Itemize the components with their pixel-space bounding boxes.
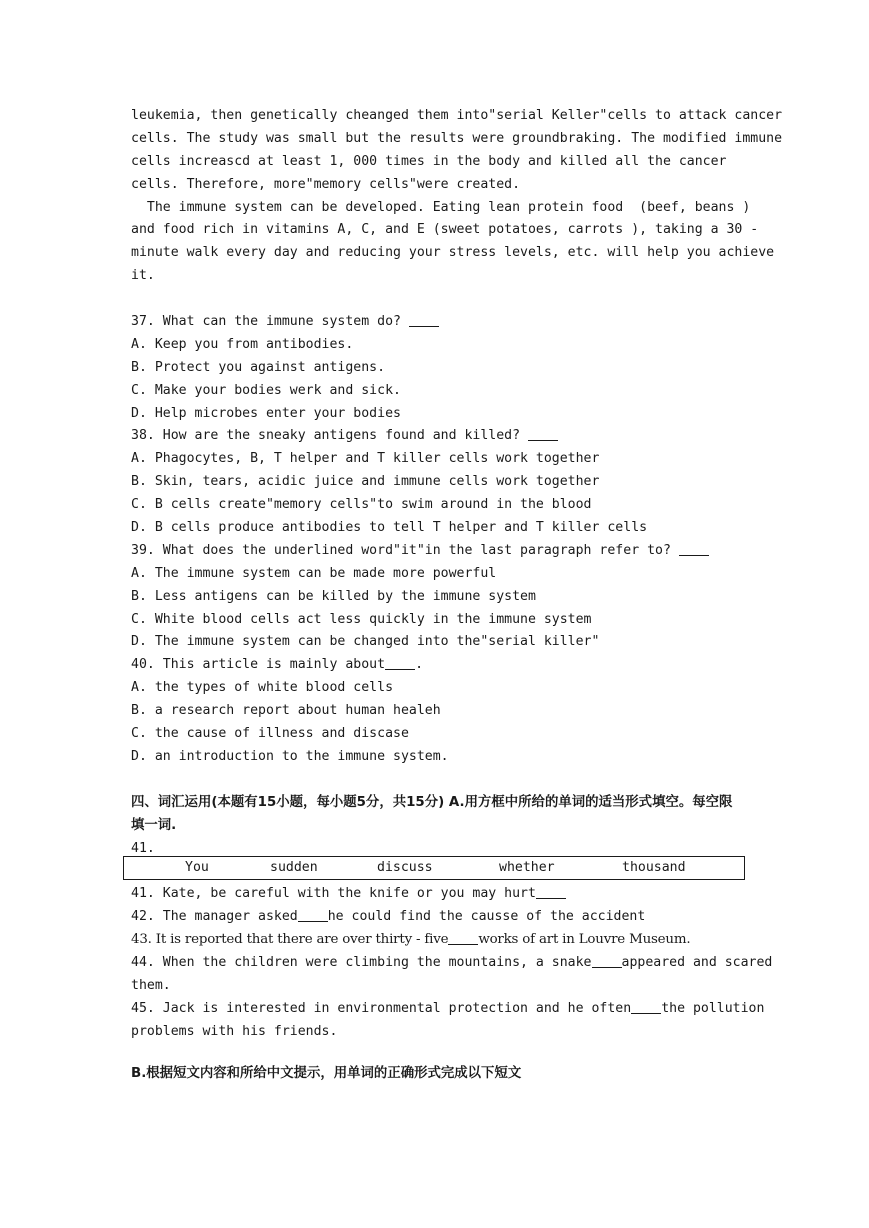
spacer — [131, 288, 737, 311]
answer-blank[interactable] — [679, 541, 709, 556]
item-text-end: the pollution — [661, 1000, 765, 1016]
option-a: A. Phagocytes, B, T helper and T killer cells work together — [131, 451, 600, 467]
option-a: A. Keep you from antibodies. — [131, 336, 354, 352]
word-box — [123, 856, 745, 880]
option-b: B. Protect you against antigens. — [131, 359, 386, 375]
question-stem — [131, 311, 737, 334]
item-text-end: works of art in Louvre Museum. — [478, 932, 691, 948]
passage-line: The immune system can be developed. Eating lean protein food (beef, beans ) — [131, 199, 751, 215]
question-stem — [131, 654, 737, 677]
passage-line: it. — [131, 268, 155, 284]
item-text: 45. Jack is interested in environmental protection and he often — [131, 1000, 632, 1016]
section-4-heading: 四、词汇运用(本题有15小题，每小题5分，共15分) A.用方框中所给的单词的适当形式填空。每空限填一词. — [131, 794, 733, 833]
option-b: B. Skin, tears, acidic juice and immune cells work together — [131, 474, 600, 490]
option-c: C. Make your bodies werk and sick. — [131, 382, 401, 398]
item-text: 42. The manager asked — [131, 909, 298, 925]
question-40 — [131, 654, 737, 768]
vocab-item-41 — [131, 883, 737, 906]
question-text: 37. What can the immune system do? — [131, 314, 409, 330]
word-box-word: whether — [499, 860, 555, 875]
answer-blank[interactable] — [631, 999, 661, 1014]
answer-blank[interactable] — [528, 426, 558, 441]
passage-line: cells. Therefore, more"memory cells"were created. — [131, 176, 521, 192]
section-b-heading: B.根据短文内容和所给中文提示，用单词的正确形式完成以下短文 — [131, 1066, 522, 1081]
passage-line: cells increascd at least 1, 000 times in the body and killed all the cancer — [131, 153, 727, 169]
vocab-item-45-cont: problems with his friends. — [131, 1023, 338, 1039]
item-text: 41. Kate, be careful with the knife or you may hurt — [131, 886, 536, 902]
spacer — [131, 769, 737, 792]
vocab-item-42 — [131, 906, 737, 929]
question-text-end: . — [415, 657, 424, 673]
option-d: D. an introduction to the immune system. — [131, 748, 449, 764]
question-stem — [131, 540, 737, 563]
answer-blank[interactable] — [448, 930, 478, 945]
question-37 — [131, 311, 737, 425]
vocab-item-44 — [131, 952, 773, 975]
question-text: 39. What does the underlined word"it"in the last paragraph refer to? — [131, 542, 679, 558]
passage-line: leukemia, then genetically cheanged them into"serial Keller"cells to attack cancer — [131, 108, 783, 123]
option-b: B. a research report about human healeh — [131, 703, 441, 719]
question-39 — [131, 540, 737, 654]
passage-line: and food rich in vitamins A, C, and E (sweet potatoes, carrots ), taking a 30 - — [131, 222, 759, 238]
word-box-word: discuss — [377, 860, 433, 875]
question-text: 38. How are the sneaky antigens found and killed? — [131, 428, 528, 444]
item-text: 43. It is reported that there are over thirty - five — [131, 932, 449, 948]
option-d: D. Help microbes enter your bodies — [131, 405, 401, 421]
answer-blank[interactable] — [385, 655, 415, 670]
answer-blank[interactable] — [592, 953, 622, 968]
document-body — [131, 105, 783, 1044]
section-4-label: 41. — [131, 840, 155, 856]
item-text-end: he could find the causse of the accident — [327, 909, 646, 925]
vocab-item-43 — [131, 929, 737, 952]
option-b: B. Less antigens can be killed by the immune system — [131, 588, 536, 604]
word-box-word: sudden — [270, 860, 318, 875]
option-a: A. the types of white blood cells — [131, 680, 394, 696]
question-stem — [131, 425, 737, 448]
option-d: D. B cells produce antibodies to tell T helper and T killer cells — [131, 520, 648, 536]
option-d: D. The immune system can be changed into the"serial killer" — [131, 634, 600, 650]
option-c: C. White blood cells act less quickly in the immune system — [131, 611, 592, 627]
vocab-item-45 — [131, 998, 765, 1021]
item-text: 44. When the children were climbing the mountains, a snake — [131, 954, 592, 970]
question-text: 40. This article is mainly about — [131, 657, 386, 673]
word-box-word: You — [185, 860, 209, 875]
answer-blank[interactable] — [536, 884, 566, 899]
option-a: A. The immune system can be made more powerful — [131, 565, 497, 581]
option-c: C. B cells create"memory cells"to swim around in the blood — [131, 497, 592, 513]
passage-line: cells. The study was small but the results were groundbraking. The modified immune — [131, 130, 783, 146]
reading-passage — [131, 105, 783, 288]
answer-blank[interactable] — [409, 312, 439, 327]
item-text-end: appeared and scared — [621, 954, 773, 970]
word-box-word: thousand — [622, 860, 686, 875]
passage-line: minute walk every day and reducing your stress levels, etc. will help you achieve — [131, 245, 775, 261]
vocabulary-items — [131, 883, 773, 1043]
answer-blank[interactable] — [298, 907, 328, 922]
vocab-item-44-cont: them. — [131, 977, 171, 993]
question-38 — [131, 425, 737, 539]
option-c: C. the cause of illness and discase — [131, 726, 409, 742]
